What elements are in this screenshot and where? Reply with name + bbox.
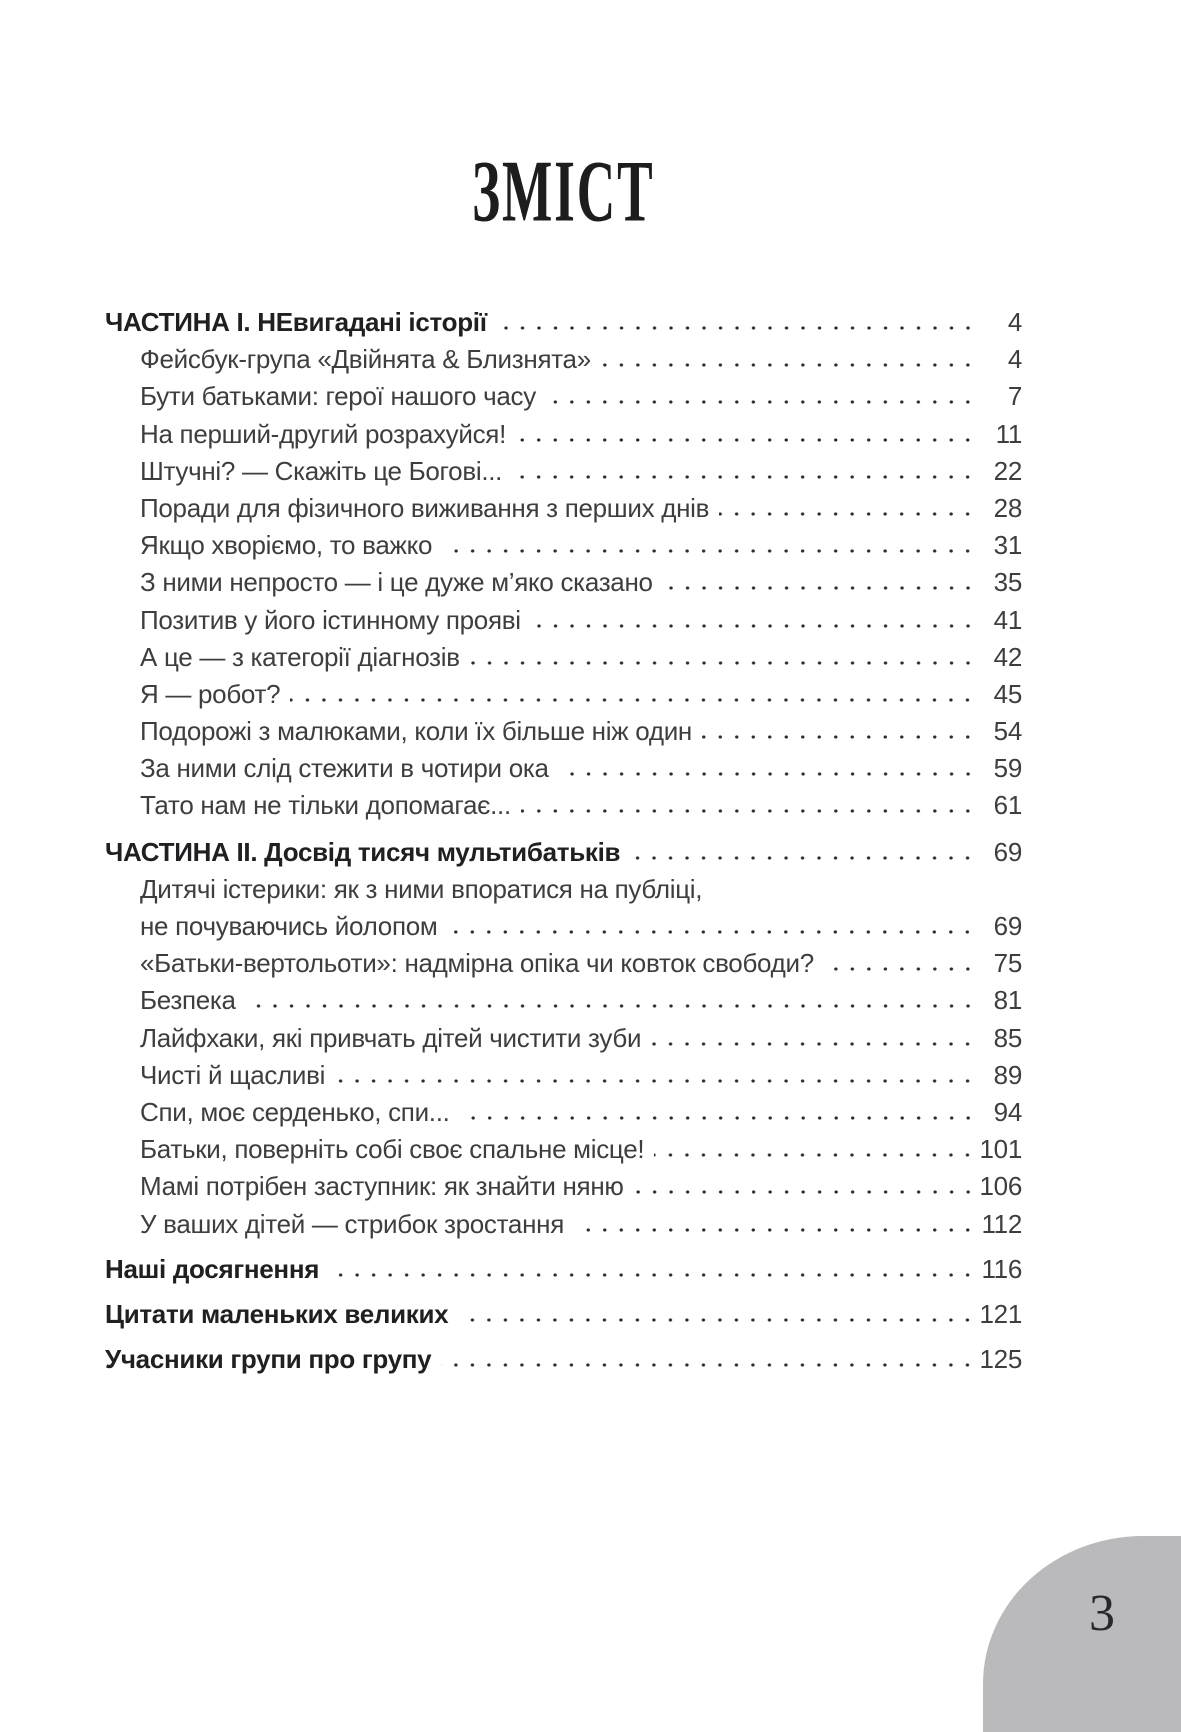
dot-leader (824, 952, 978, 972)
toc-entry-label: За ними слід стежити в чотири ока (140, 753, 549, 784)
page-title: ЗМІСТ (472, 142, 655, 240)
dot-leader (329, 1258, 978, 1278)
toc-entry-label: Дитячі істерики: як з ними впоратися на публіці, (140, 873, 703, 904)
toc-entry-label: ЧАСТИНА І. НЕвигадані історії (105, 307, 487, 337)
toc-entry (105, 381, 1022, 418)
toc-entry (105, 1134, 1022, 1171)
toc-entry-page: 121 (979, 1298, 1022, 1329)
dot-leader (246, 989, 978, 1009)
toc-entry-label: Наші досягнення (105, 1253, 320, 1284)
toc-entry (105, 1254, 1022, 1291)
toc-entry-label: не почуваючись йолопом (140, 911, 438, 941)
toc-entry-page: 89 (993, 1059, 1022, 1090)
dot-leader (458, 1303, 978, 1323)
dot-leader (290, 683, 978, 703)
dot-leader (651, 1027, 978, 1047)
toc-entry-page: 101 (979, 1134, 1022, 1165)
toc-entry-label: А це — з категорії діагнозів (140, 641, 460, 672)
dot-leader (546, 385, 978, 405)
toc-entry-label: Фейсбук-група «Двійнята & Близнята» (140, 344, 591, 375)
dot-leader (630, 841, 978, 861)
toc-entry-page: 75 (993, 948, 1022, 979)
dot-leader (601, 348, 978, 368)
toc-entry-page: 61 (993, 790, 1022, 821)
toc-entry-label: Я — робот? (140, 678, 281, 709)
toc-entry (105, 716, 1022, 753)
toc-entry-label: «Батьки-вертольоти»: надмірна опіка чи ковток свободи? (140, 948, 814, 979)
dot-leader (516, 423, 978, 443)
toc-entry-page: 106 (979, 1171, 1022, 1202)
toc-entry-label: Безпека (140, 985, 236, 1016)
toc-entry (105, 874, 1022, 911)
toc-entry-label: Цитати маленьких великих (105, 1298, 449, 1329)
dot-leader (521, 794, 978, 814)
toc-entry (105, 1344, 1022, 1381)
toc-entry-label: Бути батьками: герої нашого часу (140, 381, 536, 412)
dot-leader (559, 757, 978, 777)
toc-entry-label: Мамі потрібен заступник: як знайти няню (140, 1171, 624, 1202)
toc-entry (105, 1209, 1022, 1246)
toc-entry (105, 1097, 1022, 1134)
toc-entry (105, 419, 1022, 456)
toc-entry-page: 54 (993, 716, 1022, 747)
toc-entry-label: На перший-другий розрахуйся! (140, 418, 507, 449)
toc-entry (105, 753, 1022, 790)
toc-entry-label: Тато нам не тільки допомагає... (140, 790, 511, 821)
toc-entry-page: 69 (993, 836, 1022, 867)
page-number: 3 (1089, 1585, 1115, 1642)
toc-entry-label: Якщо хворіємо, то важко (140, 530, 433, 561)
corner-decoration (983, 1536, 1181, 1732)
toc-entry-label: Позитив у його істинному прояві (140, 604, 521, 635)
toc-entry (105, 837, 1022, 874)
toc-entry-label: У ваших дітей — стрибок зростання (140, 1208, 564, 1239)
toc-entry (105, 679, 1022, 716)
toc-entry-page: 59 (993, 753, 1022, 784)
toc-entry (105, 911, 1022, 948)
toc-entry (105, 344, 1022, 381)
toc-entry-label: Чисті й щасливі (140, 1059, 326, 1090)
toc-entry (105, 605, 1022, 642)
toc-entry-page: 116 (981, 1253, 1022, 1284)
dot-leader (497, 311, 978, 331)
toc-entry-label: ЧАСТИНА ІІ. Досвід тисяч мультибатьків (105, 836, 621, 867)
toc-entry-page: 22 (993, 455, 1022, 486)
dot-leader (531, 609, 978, 629)
dot-leader (335, 1064, 978, 1084)
dot-leader (460, 1101, 978, 1121)
toc-entry-label: З ними непросто — і це дуже м’яко сказано (140, 567, 653, 598)
dot-leader (654, 1138, 978, 1158)
toc-entry-label: Штучні? — Скажіть це Богові... (140, 455, 503, 486)
dot-leader (470, 646, 978, 666)
dot-leader (702, 720, 978, 740)
toc-entry-page: 42 (993, 641, 1022, 672)
toc-entry (105, 1171, 1022, 1208)
toc-entry (105, 1299, 1022, 1336)
toc-entry (105, 985, 1022, 1022)
toc-entry-page: 11 (995, 418, 1022, 449)
dot-leader (442, 534, 978, 554)
dot-leader (634, 1175, 978, 1195)
toc-entry-label: Батьки, поверніть собі своє спальне місце! (140, 1134, 645, 1165)
dot-leader (574, 1213, 978, 1233)
toc-entry-page: 125 (979, 1344, 1022, 1375)
toc-entry-page: 7 (1007, 381, 1022, 412)
toc-entry (105, 1023, 1022, 1060)
toc-entry (105, 1060, 1022, 1097)
toc-entry-label: Спи, моє серденько, спи... (140, 1096, 450, 1127)
toc-entry-page: 69 (993, 911, 1022, 941)
toc-entry-page: 45 (993, 678, 1022, 709)
toc-entry-page: 35 (993, 567, 1022, 598)
toc-entry-label: Подорожі з малюками, коли їх більше ніж один (140, 716, 692, 747)
title-container (105, 142, 1022, 240)
toc-entry-label: Поради для фізичного виживання з перших днів (140, 492, 710, 523)
toc-entry-page: 4 (1007, 344, 1022, 375)
toc-entry-page: 31 (993, 530, 1022, 561)
toc-entry-page: 81 (993, 985, 1022, 1016)
toc (105, 298, 1022, 1381)
dot-leader (512, 460, 978, 480)
toc-entry-label: Лайфхаки, які привчать дітей чистити зуби (140, 1022, 642, 1053)
toc-entry-page: 4 (1007, 307, 1022, 337)
toc-entry (105, 456, 1022, 493)
dot-leader (447, 915, 978, 935)
toc-entry (105, 642, 1022, 679)
toc-entry (105, 948, 1022, 985)
toc-entry-page: 28 (993, 492, 1022, 523)
toc-entry (105, 790, 1022, 827)
dot-leader (719, 497, 978, 517)
toc-entry-label: Учасники групи про групу (105, 1344, 432, 1375)
toc-entry-page: 41 (993, 604, 1022, 635)
dot-leader (663, 571, 978, 591)
toc-entry-page: 94 (993, 1096, 1022, 1127)
toc-entry (105, 530, 1022, 567)
toc-entry (105, 567, 1022, 604)
toc-entry (105, 493, 1022, 530)
dot-leader (441, 1348, 978, 1368)
toc-entry-page: 85 (993, 1022, 1022, 1053)
toc-entry (105, 307, 1022, 344)
toc-entry-page: 112 (981, 1208, 1022, 1239)
